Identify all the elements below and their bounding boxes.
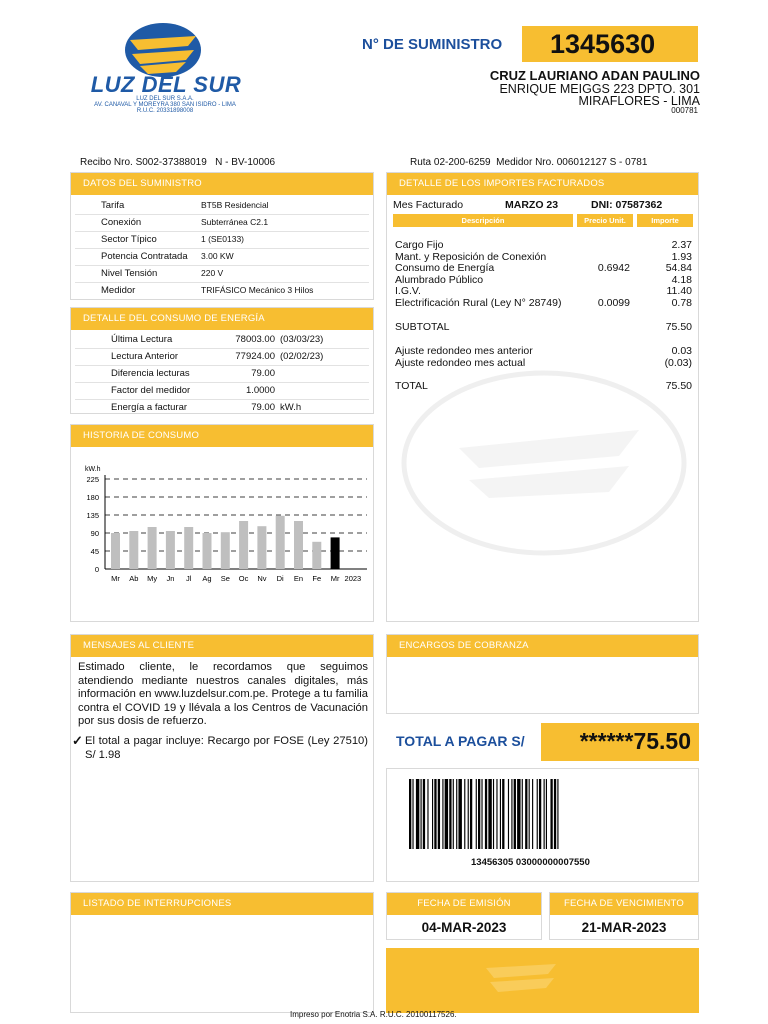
col-importe: Importe [637, 214, 693, 227]
barcode-bar [557, 779, 558, 849]
ajuste-anterior-value: 0.03 [671, 345, 692, 357]
x-tick-label: Nv [257, 574, 267, 583]
consumo-row-value: 1.0000 [245, 385, 275, 396]
fecha-emision-value: 04-MAR-2023 [421, 920, 507, 935]
mes-facturado-label: Mes Facturado [393, 199, 464, 211]
bar-oc-7 [239, 521, 248, 569]
barcode-bar [427, 779, 428, 849]
datos-row-label: Tarifa [101, 200, 125, 211]
importes-header-row [393, 214, 693, 227]
consumo-panel [70, 307, 374, 414]
bar-en-10 [294, 521, 303, 569]
barcode-bar [432, 779, 433, 849]
supply-label: N° DE SUMINISTRO [362, 36, 503, 53]
y-tick-label: 135 [86, 511, 99, 520]
barcode-bar [537, 779, 538, 849]
datos-row-label: Medidor [101, 285, 136, 296]
col-precio: Precio Unit. [577, 214, 633, 227]
barcode-bar [529, 779, 530, 849]
barcode-bar [502, 779, 504, 849]
barcode-bar [445, 779, 448, 849]
mensajes-panel [70, 634, 374, 882]
barcode-bar [508, 779, 509, 849]
barcode-bar [478, 779, 480, 849]
barcode-bar [458, 779, 461, 849]
interrupciones-panel [70, 892, 374, 1013]
encargos-panel [386, 634, 699, 714]
total-pagar-amount: ******75.50 [579, 728, 691, 754]
barcode-bar [481, 779, 482, 849]
receipt-number: Recibo Nro. S002-37388019 N - BV-10006 [80, 157, 276, 168]
datos-row-value: 3.00 KW [201, 251, 234, 261]
barcode-bar [468, 779, 469, 849]
bar-di-9 [276, 516, 285, 569]
customer-code: 000781 [671, 106, 698, 115]
ajuste-actual-label: Ajuste redondeo mes actual [395, 357, 526, 369]
charge-amount: 11.40 [666, 285, 692, 297]
datos-row-label: Potencia Contratada [101, 251, 188, 262]
charge-description: Electrificación Rural (Ley N° 28749) [395, 296, 562, 309]
barcode-bar [423, 779, 425, 849]
encargos-title: ENCARGOS DE COBRANZA [387, 635, 698, 657]
footer-printed: Impreso por Enotria S.A. R.U.C. 20100117526. [290, 1010, 457, 1019]
subtotal-value: 75.50 [665, 321, 692, 333]
x-tick-label: Ab [129, 574, 139, 583]
brand-name: LUZ DEL SUR [90, 72, 242, 97]
x-tick-label: Di [276, 574, 284, 583]
datos-row-label: Sector Típico [101, 234, 157, 245]
barcode-digits: 13456305 03000000007550 [471, 857, 590, 868]
bar-ag-5 [203, 533, 212, 569]
supply-number-box [522, 26, 698, 62]
fecha-vencimiento-panel [549, 892, 699, 940]
logo [70, 22, 260, 122]
consumo-row-value: 79.00 [251, 368, 275, 379]
barcode-bar [493, 779, 494, 849]
barcode-bar [488, 779, 491, 849]
barcode-bar [554, 779, 556, 849]
row-divider [75, 282, 369, 283]
datos-row-value: Subterránea C2.1 [201, 217, 269, 227]
mensajes-paragraph: Estimado cliente, le recordamos que seguimos atendiendo mediante nuestros canales digitales, más información en www.luzdelsur.com.pe. Protege a tu familia contra el COVID 19 y llévala a los Centros de Vacunación por sus dosis de refuerzo. [78, 661, 368, 727]
barcode-bar [434, 779, 436, 849]
y-tick-label: 90 [90, 529, 99, 538]
subtotal-label: SUBTOTAL [395, 321, 450, 333]
consumo-row-label: Última Lectura [111, 334, 173, 345]
barcode-bar [421, 779, 422, 849]
barcode-bar [511, 779, 512, 849]
year-label: 2023 [344, 574, 362, 583]
total-pagar-label: TOTAL A PAGAR S/ [396, 733, 525, 749]
bar-mr-12 [331, 537, 340, 569]
consumo-title: DETALLE DEL CONSUMO DE ENERGÍA [71, 308, 373, 330]
charge-description: I.G.V. [395, 285, 421, 297]
brand-company: LUZ DEL SUR S.A.A. [136, 96, 194, 102]
row-divider [75, 365, 369, 366]
barcode-bar [514, 779, 516, 849]
charge-description: Cargo Fijo [395, 239, 444, 251]
dni: DNI: 07587362 [591, 199, 663, 211]
fecha-vencimiento-value: 21-MAR-2023 [581, 920, 667, 935]
charge-amount: 2.37 [671, 239, 692, 251]
bottom-yellow-block [386, 948, 699, 1013]
col-descripcion: Descripción [393, 214, 573, 227]
row-divider [75, 382, 369, 383]
row-divider [75, 248, 369, 249]
consumo-row-label: Energía a facturar [111, 402, 188, 413]
historia-title: HISTORIA DE CONSUMO [71, 425, 373, 447]
consumption-chart [71, 449, 373, 621]
row-divider [75, 265, 369, 266]
consumo-row-label: Diferencia lecturas [111, 368, 190, 379]
customer-street: ENRIQUE MEIGGS 223 DPTO. 301 [499, 82, 700, 96]
barcode-bar [485, 779, 487, 849]
datos-row-value: 220 V [201, 268, 224, 278]
charge-description: Mant. y Reposición de Conexión [395, 250, 547, 263]
barcode-bar [532, 779, 533, 849]
barcode-bar [464, 779, 465, 849]
total-label: TOTAL [395, 380, 428, 392]
charge-amount: 54.84 [665, 262, 692, 274]
barcode-bar [409, 779, 411, 849]
charge-unit-price: 0.6942 [597, 262, 630, 274]
x-tick-label: Ag [202, 574, 212, 583]
consumo-row-label: Lectura Anterior [111, 351, 179, 362]
bar-mr-0 [111, 533, 120, 569]
bar-se-6 [221, 532, 230, 569]
ajuste-anterior-label: Ajuste redondeo mes anterior [395, 345, 533, 357]
watermark-logo-icon [399, 368, 689, 558]
barcode-bar [416, 779, 419, 849]
x-tick-label: Mr [111, 574, 120, 583]
datos-row-value: TRIFÁSICO Mecánico 3 Hilos [201, 285, 314, 295]
x-tick-label: Se [220, 574, 230, 583]
interrupciones-title: LISTADO DE INTERRUPCIONES [71, 893, 373, 915]
charge-description: Alumbrado Público [395, 273, 484, 286]
charge-description: Consumo de Energía [395, 262, 495, 274]
barcode-bar [438, 779, 440, 849]
y-tick-label: 180 [86, 493, 99, 502]
fecha-emision-label: FECHA DE EMISIÓN [387, 893, 541, 915]
y-tick-label: 45 [90, 547, 99, 556]
barcode-bar [539, 779, 541, 849]
x-tick-label: Jl [185, 574, 192, 583]
barcode-bar [449, 779, 451, 849]
historia-panel [70, 424, 374, 622]
importes-title: DETALLE DE LOS IMPORTES FACTURADOS [387, 173, 698, 195]
bar-my-2 [148, 527, 157, 569]
barcode-bar [496, 779, 497, 849]
consumo-row-value: 77924.00 [235, 351, 275, 362]
row-divider [75, 231, 369, 232]
y-tick-label: 225 [86, 475, 99, 484]
charge-amount: 0.78 [671, 296, 692, 309]
row-divider [75, 348, 369, 349]
datos-row-label: Conexión [101, 217, 142, 228]
consumo-row-value: 79.00 [251, 402, 275, 413]
barcode-bar [544, 779, 545, 849]
swoosh-pattern-icon [386, 948, 699, 1013]
bar-ab-1 [129, 531, 138, 569]
ajuste-actual-value: (0.03) [664, 357, 692, 369]
barcode-bar [412, 779, 413, 849]
bar-nv-8 [257, 526, 266, 569]
barcode-bar [500, 779, 501, 849]
datos-row-value: BT5B Residencial [201, 200, 269, 210]
brand-address: AV. CANAVAL Y MOREYRA 380 SAN ISIDRO - LIMA [94, 102, 236, 108]
consumo-row-extra: kW.h [280, 402, 302, 413]
barcode-bar [525, 779, 527, 849]
brand-ruc: R.U.C. 20331898008 [136, 108, 194, 114]
fecha-vencimiento-label: FECHA DE VENCIMIENTO [550, 893, 698, 915]
x-tick-label: Oc [238, 574, 249, 583]
total-value: 75.50 [665, 380, 692, 392]
barcode-bar [522, 779, 523, 849]
consumo-row-extra: (03/03/23) [280, 334, 324, 345]
fecha-emision-panel [386, 892, 542, 940]
bar-fe-11 [312, 542, 321, 569]
consumo-row-value: 78003.00 [235, 334, 275, 345]
importes-panel [386, 172, 699, 622]
barcode-bar [453, 779, 454, 849]
barcode-bar [470, 779, 472, 849]
customer-district: MIRAFLORES - LIMA [578, 94, 700, 108]
mensajes-title: MENSAJES AL CLIENTE [71, 635, 373, 657]
datos-row-label: Nivel Tensión [101, 268, 158, 279]
barcode-bar [550, 779, 552, 849]
x-tick-label: En [293, 574, 304, 583]
datos-suministro-title: DATOS DEL SUMINISTRO [71, 173, 373, 195]
consumo-row-label: Factor del medidor [111, 385, 191, 396]
supply-number: 1345630 [550, 29, 656, 59]
bar-jl-4 [184, 527, 193, 569]
mensajes-check-text: El total a pagar incluye: Recargo por FOSE (Ley 27510) S/ 1.98 [85, 735, 368, 761]
datos-row-value: 1 (SE0133) [201, 234, 244, 244]
y-tick-label: 0 [94, 565, 99, 574]
x-tick-label: Fe [312, 574, 322, 583]
datos-suministro-panel [70, 172, 374, 300]
barcode-bar [517, 779, 520, 849]
check-icon: ✓ [72, 733, 83, 748]
barcode-bar [476, 779, 477, 849]
x-tick-label: Mr [330, 574, 340, 583]
barcode-icon [409, 779, 609, 849]
x-tick-label: My [147, 574, 158, 583]
customer-name: CRUZ LAURIANO ADAN PAULINO [489, 68, 700, 83]
mes-facturado-value: MARZO 23 [505, 199, 559, 211]
row-divider [75, 399, 369, 400]
charge-amount: 4.18 [671, 273, 692, 286]
charge-unit-price: 0.0099 [597, 296, 630, 309]
row-divider [75, 214, 369, 215]
receipt-route: Ruta 02-200-6259 Medidor Nro. 006012127 S - 0781 [410, 157, 648, 168]
barcode-bar [442, 779, 443, 849]
total-pagar-box [541, 723, 699, 761]
barcode-bar [546, 779, 547, 849]
x-tick-label: Jn [166, 574, 175, 583]
barcode-bar [456, 779, 457, 849]
bar-jn-3 [166, 531, 175, 569]
y-axis-unit: kW.h [85, 466, 101, 473]
barcode-panel [386, 768, 699, 882]
charge-amount: 1.93 [671, 250, 692, 263]
consumo-row-extra: (02/02/23) [280, 351, 324, 362]
